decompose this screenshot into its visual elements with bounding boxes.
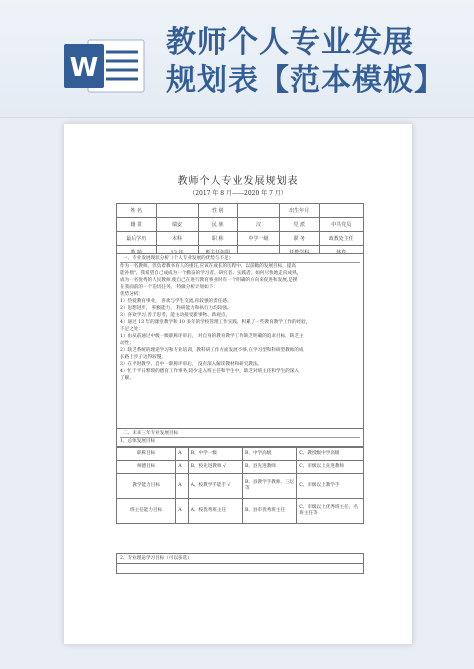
status-line: 2）缺乏系统的理论学习和专业培训，教科研工作方面发展不够,在学习型和科研型教师的成 — [120, 348, 304, 353]
goal-option: B、中学一级 — [188, 448, 242, 461]
banner-title — [166, 24, 466, 100]
info-row — [117, 204, 364, 218]
status-line: 了解。 — [120, 376, 134, 381]
info-label: 姓 名 — [117, 204, 157, 218]
goal-label: 师德目标 — [117, 461, 176, 474]
status-line: 不足之处： — [120, 327, 143, 332]
status-line: 长路上步子迈得较慢。 — [120, 355, 166, 360]
info-label: 籍 贯 — [117, 218, 157, 232]
document-title: 教师个人专业发展规划表 — [177, 176, 299, 187]
goal-option: B、校先进教师 √ — [188, 461, 242, 474]
status-line: 作为一名教师，但负着教书育人的重任,应该在成长的历程中，以前瞻的发展目标，提高 — [120, 264, 297, 269]
goal-row — [117, 448, 364, 461]
info-label: 出生年月 — [280, 204, 320, 218]
personal-info-table — [116, 203, 364, 260]
goal-option: B、县先进教师 — [242, 461, 296, 474]
status-line: 4）忙于平日繁琐的德育工作事务,较少走入班主任和学生中，缺乏对班主任和学生的深入 — [120, 369, 299, 374]
status-line: 优势分析： — [120, 292, 143, 297]
goal-option: C、市级以上先进教师 — [297, 461, 364, 474]
goal-option: B、县教学手教师、三坛等 — [242, 474, 296, 499]
goal-option: A — [176, 448, 188, 461]
info-label: 职 称 — [198, 232, 238, 246]
banner-title-line1: 教师个人专业发展 — [166, 25, 414, 60]
info-label: 党 派 — [280, 218, 320, 232]
status-line: 能补拙"，我希望自己成成为一个勤奋的学习者、研究者、实践者。如何尽快地走向成熟， — [120, 271, 302, 276]
goal-label: 教学能力目标 — [117, 474, 176, 499]
status-line: 1）热爱教育事业， 喜欢与学生交流,你较强的责任感。 — [120, 299, 232, 304]
status-line: 1）由从前通过中级一级职称评审后， 对自身的教育教学工作缺乏明确的追求目标，缺乏主 — [120, 334, 304, 339]
status-line: 在我面前的一个迫切任务。 特做分析计划如下： — [120, 285, 218, 290]
goal-option: A、校优秀班主任 — [188, 499, 242, 524]
development-goals-table — [116, 447, 364, 524]
info-value: 本科 — [156, 232, 198, 246]
status-line: 3）在平时教学、自中一职称评审后， 没有深入解读教材和研究教法。 — [120, 362, 263, 367]
goal-row — [117, 461, 364, 474]
goal-option: A、校教学手能手 √ — [188, 474, 242, 499]
goal-row — [117, 474, 364, 499]
goal-label: 职称目标 — [117, 448, 176, 461]
goal-row — [117, 499, 364, 524]
goals-section-header — [116, 429, 364, 447]
status-line: 2）思想进步， 积极能力， 科研能力和执行力均较强。 — [120, 306, 232, 311]
banner-title-line2: 规划表【范本模板】 — [166, 63, 445, 98]
goal-option: A — [176, 474, 188, 499]
section2-heading: 二、未来三年专业发展目标 — [120, 430, 360, 438]
info-label: 职 务 — [280, 232, 320, 246]
info-value: 中共党员 — [319, 218, 363, 232]
logo-letter: W — [69, 53, 99, 83]
info-row — [117, 218, 364, 232]
goal-option: B、县市优秀班主任 — [242, 499, 296, 524]
document-date-range: （2017 年 8 月——2020 年 7 月） — [189, 190, 287, 197]
info-row — [117, 232, 364, 246]
info-value: 汉 — [238, 218, 280, 232]
goal-option: C、教授级中学高级 — [297, 448, 364, 461]
current-status-section — [116, 253, 364, 429]
theory-study-blank — [116, 562, 364, 574]
info-value: 政教处主任 — [319, 232, 363, 246]
goal-option: B、中学高级 — [242, 448, 296, 461]
goal-label: 班主任能力目标 — [117, 499, 176, 524]
goal-option: A — [176, 461, 188, 474]
goal-option: A — [176, 499, 188, 524]
status-line: 4）通过 13 年的课堂教学和 10 多年的学校管理工作实践，积累了一些教育教学工作的经验， — [120, 320, 311, 325]
info-value — [319, 204, 363, 218]
word-document-icon — [62, 36, 148, 96]
info-label: 民 族 — [198, 218, 238, 232]
status-line: 3）喜欢学习,善于思考，能主动接受新事物、新观点。 — [120, 313, 231, 318]
section2-sub1: 1、总体发展目标 — [120, 439, 156, 444]
info-value: 瑞安 — [156, 218, 198, 232]
status-line: 成为一名优秀的人民教师,使自己在进行教育事业时有一个明确的方向来促进和发展,是摆 — [120, 278, 298, 283]
info-value — [238, 204, 280, 218]
goal-option: C、市级以上优秀班主任、名班主任等 — [297, 499, 364, 524]
info-value: 中学一级 — [238, 232, 280, 246]
info-label: 性 别 — [198, 204, 238, 218]
info-value — [156, 204, 198, 218]
status-line: 动性； — [120, 341, 134, 346]
info-label: 最后学历 — [117, 232, 157, 246]
section1-heading: 一、专业发展现状分析（个人专业发展的优势与不足） — [120, 255, 360, 263]
theory-study-goal: 2、专业理论学习目标（可以多选） — [116, 553, 364, 564]
goal-option: C、市级以上教学手 — [297, 474, 364, 499]
